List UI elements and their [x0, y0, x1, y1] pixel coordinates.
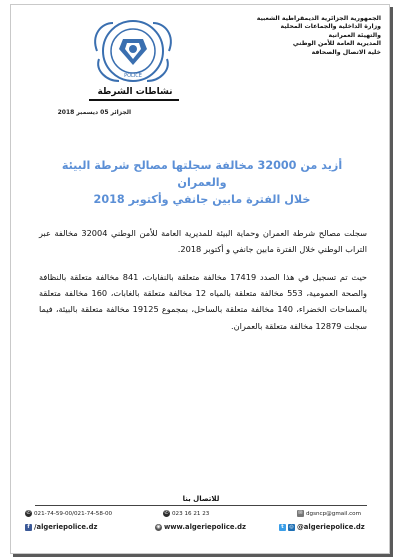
press-release-title [41, 157, 363, 208]
website-icon: ◉ [156, 523, 161, 530]
phone-icon: ✆ [26, 510, 31, 516]
footer-divider [35, 505, 367, 506]
header-line: وزارة الداخلية والجماعات المحلية [280, 23, 381, 31]
paragraph-details: حيث تم تسجيل في هذا الصدد 17419 مخالفة متعلقة بالنفايات، 841 مخالفة متعلقة بالنظافة والصحة العمومية، 553 مخالفة متعلقة بالمياه 12 مخالفة متعلقة بالغابات، 160 مخالفة متعلقة بالمساحات الخضراء، 140 مخالفة متعلقة بالساحل، بمجموع 19125 مخالفة متعلقة بالبيئة، فيما سجلت 12879 مخالفة متعلقة بالعمران. [39, 272, 368, 331]
header-rule [89, 99, 179, 101]
logo-text: POLICE [124, 73, 142, 79]
facebook-text[interactable]: /algeriepolice.dz [34, 523, 98, 531]
logo-caption: نشاطات الشرطة [97, 87, 173, 97]
phone-1-text: 021-74-59-00/021-74-58-00 [34, 510, 113, 517]
header-line: والتهيئة العمرانية [328, 31, 381, 39]
title-line-1: أزيد من 32000 مخالفة سجلتها مصالح شرطة البيئة والعمران [61, 159, 343, 189]
title-line-2: خلال الفترة مابين جانفي وأكتوبر 2018 [93, 193, 311, 206]
fax-icon: ✆ [164, 510, 169, 516]
header-line: الجمهورية الجزائرية الديمقراطية الشعبية [256, 15, 381, 22]
facebook-icon: f [25, 524, 32, 531]
paragraph-summary: سجلت مصالح شرطة العمران وحماية البيئة للمديرية العامة للأمن الوطني 32004 مخالفة عبر التراب الوطني خلال الفترة مابين جانفي و أكتوبر 2018. [39, 228, 367, 255]
instagram-icon: ◎ [289, 523, 294, 530]
police-emblem-logo [87, 15, 179, 87]
contact-phone-1 [25, 510, 112, 517]
twitter-icon: t [279, 524, 286, 531]
contact-title: للاتصال بنا [182, 495, 220, 503]
header-line: المديرية العامة للأمن الوطني [292, 40, 381, 48]
header-line: خلية الاتصال والصحافة [311, 48, 381, 56]
contact-website[interactable] [155, 523, 246, 531]
document-page [10, 4, 390, 554]
email-icon: ✉ [298, 510, 303, 516]
institution-header [249, 15, 381, 57]
phone-2-text: 023 16 21 23 [172, 510, 210, 517]
website-text[interactable]: www.algeriepolice.dz [164, 523, 246, 531]
contact-email[interactable] [297, 510, 361, 517]
twitter-text[interactable]: @algeriepolice.dz [297, 523, 365, 531]
contact-facebook[interactable] [25, 523, 97, 531]
contact-social[interactable] [279, 523, 365, 531]
document-date: الجزائر 05 ديسمبر 2018 [57, 109, 131, 116]
email-text[interactable]: dgsncp@gmail.com [306, 510, 362, 517]
contact-phone-2 [163, 510, 209, 517]
